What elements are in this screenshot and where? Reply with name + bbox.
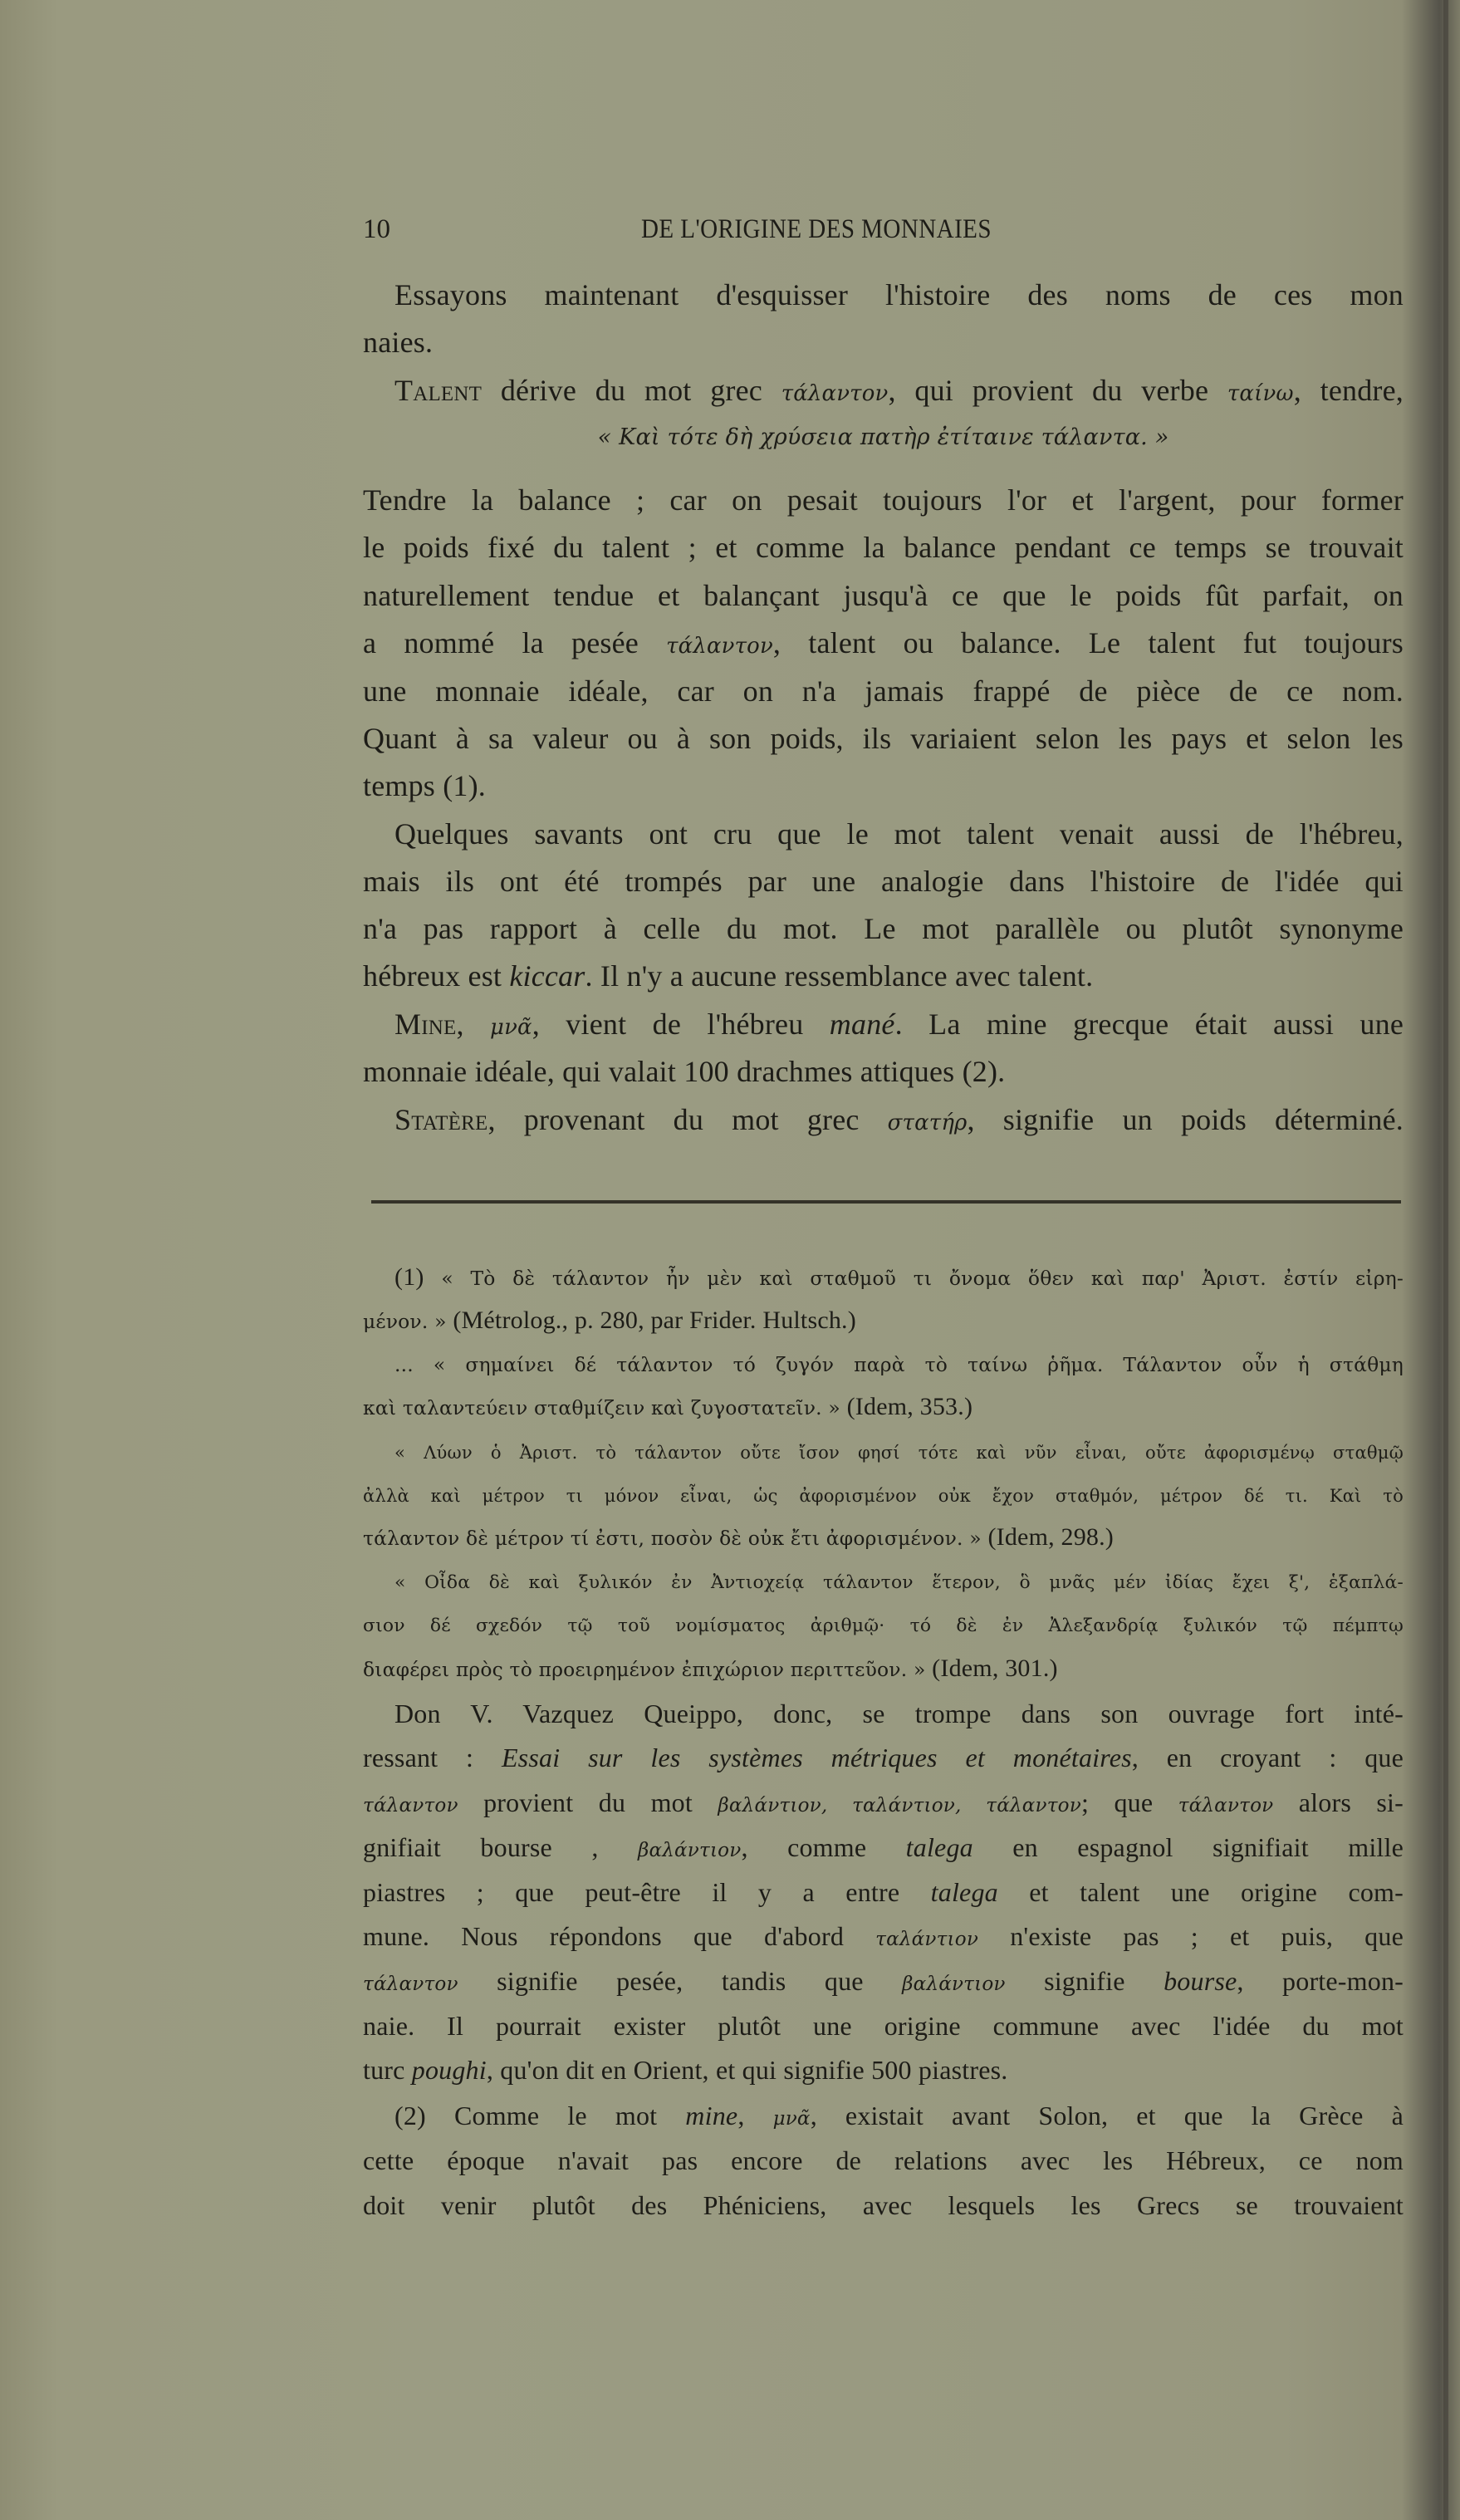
text-span: hébreux est — [363, 959, 510, 993]
text-span: en espagnol signifiait mille — [973, 1832, 1404, 1862]
page-edge-shadow — [1443, 0, 1448, 2520]
text-span: turc — [363, 2055, 412, 2085]
footnote-line — [363, 1608, 1404, 1643]
text-span: piastres ; que peut-être il y a entre — [363, 1877, 931, 1907]
greek-text: « Λύων ὁ Ἀριστ. τὸ τάλαντον οὔτε ἴσον φησί τότε καὶ νῦν εἶναι, οὔτε ἀφορισμένῳ σταθμῷ — [394, 1442, 1404, 1463]
text-span: ; que — [1080, 1787, 1178, 1817]
greek-word: τάλαντον — [363, 1973, 458, 1995]
greek-word: στατήρ — [887, 1110, 968, 1135]
footnote-line — [363, 1478, 1404, 1512]
italic-word: poughi — [411, 2055, 487, 2085]
text-span: , provenant du mot grec — [487, 1103, 888, 1136]
footnote-line — [363, 1919, 1404, 1956]
body-line: Quant à sa valeur ou à son poids, ils variaient selon les pays et selon les — [363, 722, 1404, 755]
greek-word: τάλαντον — [1178, 1795, 1274, 1816]
body-line — [394, 1101, 1404, 1141]
text-span: , qui provient du verbe — [888, 374, 1227, 407]
body-line: naies. — [363, 326, 434, 359]
footnote-line — [363, 1741, 1404, 1774]
greek-text: μένον. » — [363, 1310, 447, 1333]
footnote-line — [363, 1521, 1404, 1555]
text-span: , en croyant : que — [1131, 1743, 1404, 1772]
footnote-line — [363, 1875, 1404, 1909]
text-span: provient du mot — [458, 1787, 718, 1817]
footnote-line: naie. Il pourrait exister plutôt une origine commune avec l'idée du mot — [363, 2011, 1404, 2041]
book-title: Essai sur les systèmes métriques et monétaires — [501, 1743, 1132, 1772]
term-talent: Talent — [394, 374, 483, 407]
footnote-line — [394, 1261, 1404, 1295]
greek-word: τάλαντον — [666, 634, 773, 659]
footnote-line: cette époque n'avait pas encore de relations avec les Hébreux, ce nom — [363, 2145, 1404, 2175]
body-line: n'a pas rapport à celle du mot. Le mot parallèle ou plutôt synonyme — [363, 912, 1404, 945]
greek-text: καὶ ταλαντεύειν σταθμίζειν καὶ ζυγοστατεῖν. » — [363, 1396, 840, 1419]
greek-word: βαλάντιον, ταλάντιον, τάλαντον — [718, 1795, 1081, 1816]
body-line: monnaie idéale, qui valait 100 drachmes attiques (2). — [363, 1055, 1006, 1088]
text-span: et talent une origine com- — [997, 1877, 1404, 1907]
body-line — [394, 1006, 1404, 1046]
text-span: mune. Nous répondons que d'abord — [363, 1921, 876, 1951]
citation: (Idem, 301.) — [925, 1655, 1058, 1682]
body-line: Tendre la balance ; car on pesait toujours l'or et l'argent, pour former — [363, 483, 1404, 517]
body-line: temps (1). — [363, 769, 486, 802]
greek-text: σιον δέ σχεδόν τῷ τοῦ νομίσματος ἀριθμῷ· τό δὲ ἐν Ἀλεξανδρίᾳ ξυλικόν τῷ πέμπτῳ — [363, 1615, 1404, 1636]
footnote-line: Don V. Vazquez Queippo, donc, se trompe dans son ouvrage fort inté- — [394, 1699, 1404, 1728]
text-span: dérive du mot grec — [482, 374, 781, 407]
italic-word: talega — [905, 1832, 973, 1862]
footnote-line — [363, 1390, 1404, 1424]
text-span: signifie pesée, tandis que — [458, 1966, 903, 1996]
text-span: , vient de l'hébreu — [532, 1008, 830, 1041]
citation: (Métrolog., p. 280, par Frider. Hultsch.) — [446, 1307, 856, 1334]
text-span: , existait avant Solon, et que la Grèce à — [810, 2101, 1404, 2130]
footnote-line: doit venir plutôt des Phéniciens, avec lesquels les Grecs se trouvaient — [363, 2190, 1404, 2220]
body-line: une monnaie idéale, car on n'a jamais frappé de pièce de ce nom. — [363, 674, 1404, 708]
text-span: signifie — [1005, 1966, 1164, 1996]
greek-quote: « Καὶ τότε δὴ χρύσεια πατὴρ ἐτίταινε τάλαντα. » — [597, 424, 1169, 450]
italic-word: kiccar — [509, 959, 585, 993]
term-statere: Statère — [394, 1103, 488, 1136]
citation: (Idem, 353.) — [840, 1393, 973, 1420]
footnote-line — [394, 2099, 1404, 2135]
text-span: a nommé la pesée — [363, 626, 667, 659]
text-span: . La mine grecque était aussi une — [894, 1008, 1404, 1041]
body-line: mais ils ont été trompés par une analogie dans l'histoire de l'idée qui — [363, 865, 1404, 898]
footnote-line — [363, 1652, 1404, 1686]
text-span: . Il n'y a aucune ressemblance avec talent. — [585, 959, 1094, 993]
greek-text: τάλαντον δὲ μέτρον τί ἐστι, ποσὸν δὲ οὐκ ἔτι ἀφορισμένον. » — [363, 1527, 982, 1550]
italic-word: mine — [685, 2101, 738, 2130]
text-span: , tendre, — [1293, 374, 1404, 407]
greek-word: ταίνω — [1227, 381, 1294, 406]
footnote-line — [394, 1347, 1404, 1381]
footnote-line — [394, 1565, 1404, 1600]
greek-word: βαλάντιον — [902, 1973, 1006, 1995]
footnote-separator — [371, 1200, 1401, 1204]
footnote-marker: (1) — [394, 1263, 442, 1291]
text-span: , talent ou balance. Le talent fut toujours — [772, 626, 1404, 659]
greek-word: τάλαντον — [781, 381, 889, 406]
term-mine: Mine — [394, 1008, 457, 1041]
footnote-line — [363, 1964, 1404, 2001]
running-header — [363, 214, 1404, 251]
greek-text: « Τὸ δὲ τάλαντον ἦν μὲν καὶ σταθμοῦ τι ὄνομα ὅθεν καὶ παρ' Ἀριστ. ἐστίν εἰρη- — [441, 1267, 1404, 1290]
body-line: Essayons maintenant d'esquisser l'histoire des noms de ces mon — [394, 278, 1404, 311]
body-line: Quelques savants ont cru que le mot talent venait aussi de l'hébreu, — [394, 817, 1404, 851]
greek-text: « Οἶδα δὲ καὶ ξυλικόν ἐν Ἀντιοχείᾳ τάλαντον ἕτερον, ὃ μνᾶς μέν ἰδίας ἔχει ξ', ἑξαπλά- — [394, 1572, 1404, 1593]
footnote-line — [363, 2053, 1404, 2086]
greek-word: τάλαντον — [363, 1795, 458, 1816]
greek-text: ἀλλὰ καὶ μέτρον τι μόνον εἶναι, ὡς ἀφορισμένον οὐκ ἔχον σταθμόν, μέτρον δέ τι. Καὶ τὸ — [363, 1485, 1404, 1506]
body-line: le poids fixé du talent ; et comme la balance pendant ce temps se trouvait — [363, 531, 1404, 564]
greek-word: μνᾶ — [772, 2108, 811, 2130]
italic-word: bourse — [1164, 1966, 1237, 1996]
text-span: , qu'on dit en Orient, et qui signifie 500 piastres. — [486, 2055, 1008, 2085]
body-line — [394, 372, 1404, 412]
page-number: 10 — [363, 214, 390, 244]
text-span: , — [737, 2101, 773, 2130]
text-span: ressant : — [363, 1743, 502, 1772]
text-span: , — [456, 1008, 491, 1041]
text-span: , comme — [741, 1832, 906, 1862]
greek-word: βαλάντιον — [637, 1840, 742, 1861]
text-span: , signifie un poids déterminé. — [967, 1103, 1404, 1136]
body-line: naturellement tendue et balançant jusqu'à ce que le poids fût parfait, on — [363, 579, 1404, 612]
text-span: (2) Comme le mot — [394, 2101, 686, 2130]
body-line — [363, 625, 1404, 664]
italic-word: mané — [829, 1008, 895, 1041]
body-line — [363, 958, 1404, 994]
greek-text: διαφέρει πρὸς τὸ προειρημένον ἐπιχώριον περιττεῦον. » — [363, 1658, 926, 1681]
footnote-line — [363, 1304, 1404, 1338]
greek-text: ... « σημαίνει δέ τάλαντον τό ζυγόν παρὰ τὸ ταίνω ῥῆμα. Τάλαντον οὖν ἡ στάθμη — [394, 1353, 1404, 1376]
footnote-line — [363, 1831, 1404, 1867]
text-span: n'existe pas ; et puis, que — [978, 1921, 1404, 1951]
citation: (Idem, 298.) — [981, 1523, 1115, 1551]
text-span: gnifiait bourse , — [363, 1832, 638, 1862]
footnote-line — [394, 1434, 1404, 1469]
italic-word: talega — [930, 1877, 998, 1907]
greek-word: ταλάντιον — [875, 1929, 979, 1950]
text-span: , porte-mon- — [1237, 1966, 1404, 1996]
greek-word: μνᾶ — [490, 1015, 532, 1040]
text-span: alors si- — [1273, 1787, 1404, 1817]
footnote-line — [363, 1786, 1404, 1822]
running-title: DE L'ORIGINE DES MONNAIES — [641, 214, 992, 244]
